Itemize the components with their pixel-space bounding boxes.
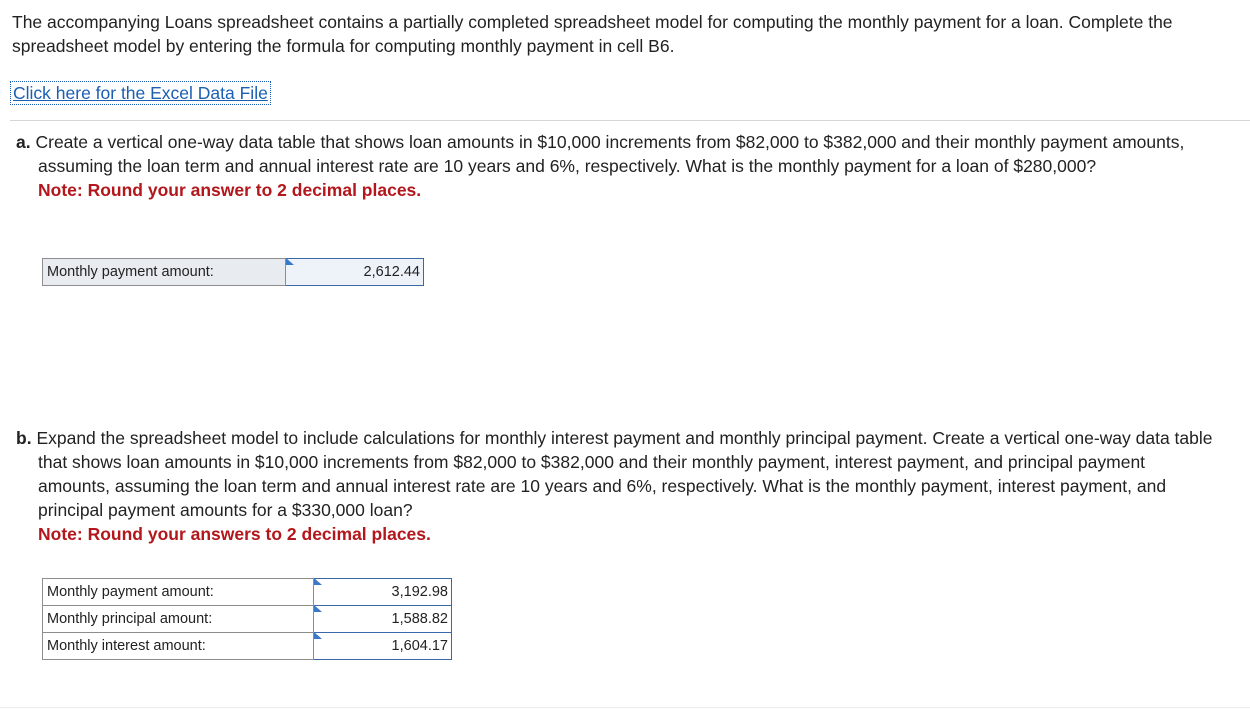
- answer-value: 1,588.82: [391, 611, 448, 627]
- question-a-body: [16, 130, 1216, 178]
- question-a-note: Note: Round your answer to 2 decimal places.: [38, 180, 422, 200]
- answer-row: [43, 259, 424, 286]
- question-a: [16, 130, 1216, 202]
- question-b-text: Expand the spreadsheet model to include calculations for monthly interest payment and monthly principal payment. Create a vertical one-way data table that shows loan amounts in $10,000 increments from $82,000 to $382,000 and their monthly payment, interest payment, and principal payment amounts, assuming the loan term and annual interest rate are 10 years and 6%, respectively. What is the monthly payment, interest payment, and principal payment amounts for a $330,000 loan?: [36, 428, 1213, 520]
- answer-label: Monthly principal amount:: [43, 606, 314, 633]
- answer-label: Monthly payment amount:: [43, 579, 314, 606]
- cell-marker-icon: [286, 258, 294, 265]
- excel-data-file-link[interactable]: Click here for the Excel Data File: [10, 81, 271, 105]
- question-a-text: Create a vertical one-way data table that shows loan amounts in $10,000 increments from $82,000 to $382,000 and their monthly payment amounts, assuming the loan term and annual interest rate are 10 years and 6%, respectively. What is the monthly payment for a loan of $280,000?: [35, 132, 1185, 176]
- section-divider: [10, 120, 1250, 121]
- question-b-letter: b.: [16, 428, 32, 448]
- cell-marker-icon: [314, 578, 322, 585]
- monthly-payment-input-a[interactable]: [286, 259, 424, 286]
- monthly-principal-input-b[interactable]: [314, 606, 452, 633]
- question-b-body: [16, 426, 1216, 522]
- intro-text: The accompanying Loans spreadsheet contains a partially completed spreadsheet model for computing the monthly payment for a loan. Complete the spreadsheet model by entering the formula for computing monthly payment in cell B6.: [12, 12, 1173, 56]
- question-b: [16, 426, 1216, 546]
- answer-table-a: [42, 258, 424, 286]
- footer-divider: [0, 707, 1250, 708]
- cell-marker-icon: [314, 632, 322, 639]
- question-b-note: Note: Round your answers to 2 decimal places.: [38, 524, 431, 544]
- answer-label: Monthly payment amount:: [43, 259, 286, 286]
- answer-value: 1,604.17: [391, 638, 448, 654]
- question-a-letter: a.: [16, 132, 31, 152]
- answer-row: [43, 579, 452, 606]
- monthly-interest-input-b[interactable]: [314, 633, 452, 660]
- answer-row: [43, 633, 452, 660]
- answer-table-b: [42, 578, 452, 660]
- cell-marker-icon: [314, 605, 322, 612]
- answer-value: 2,612.44: [363, 264, 420, 280]
- answer-label: Monthly interest amount:: [43, 633, 314, 660]
- answer-value: 3,192.98: [391, 584, 448, 600]
- monthly-payment-input-b[interactable]: [314, 579, 452, 606]
- answer-row: [43, 606, 452, 633]
